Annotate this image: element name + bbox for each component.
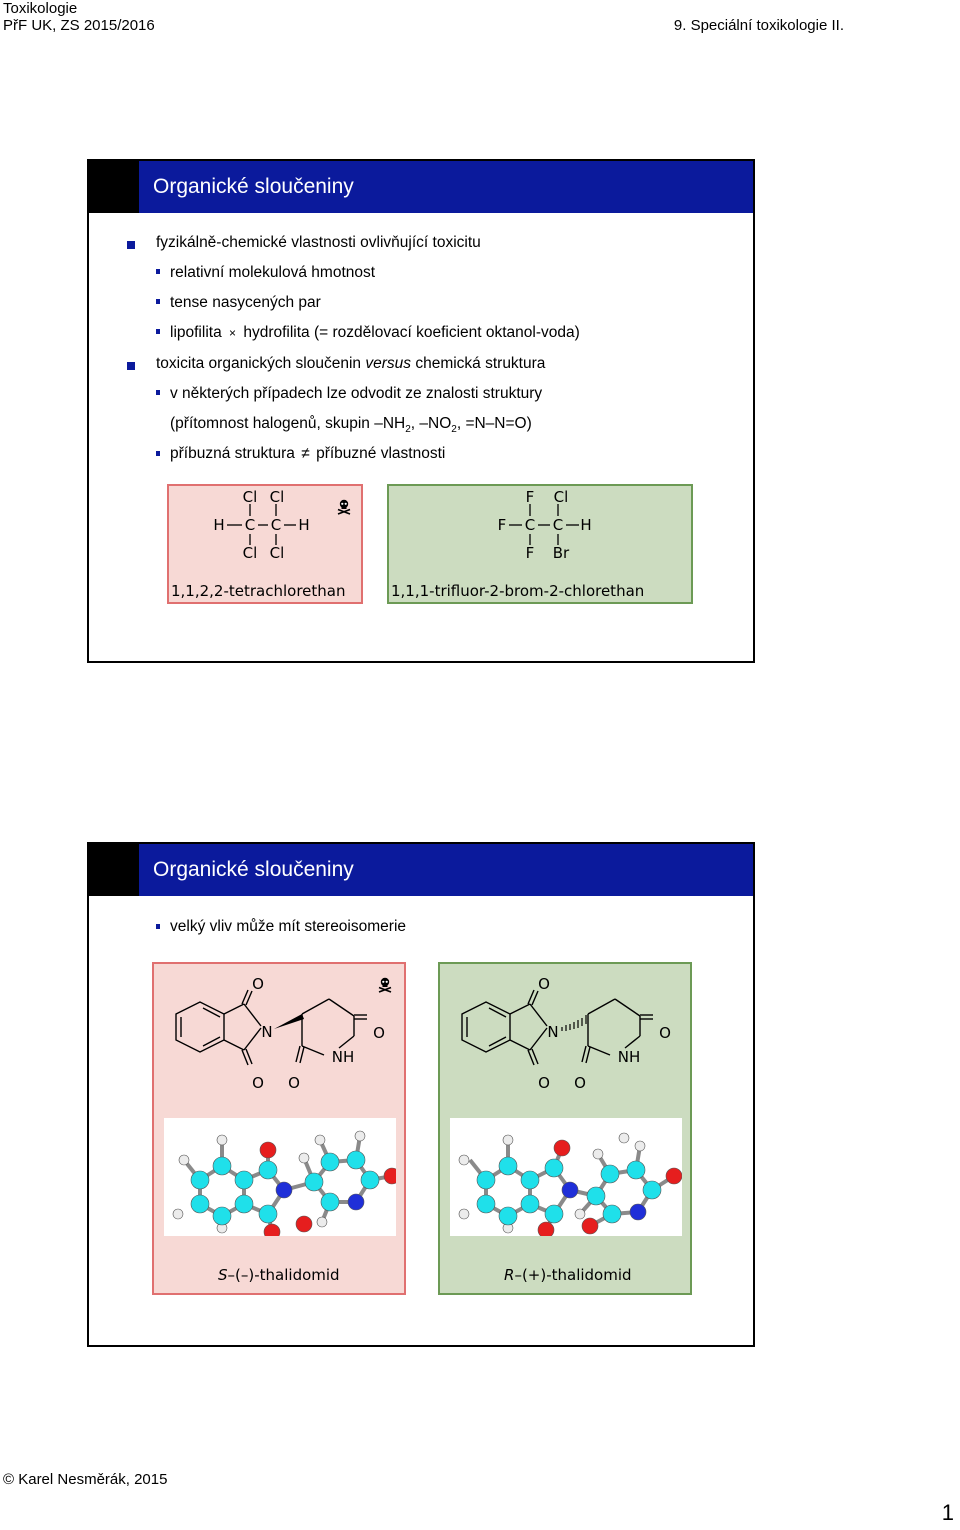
subscript: 2 xyxy=(451,424,457,436)
text-part: příbuzná struktura xyxy=(170,445,295,462)
sub-bullet-icon xyxy=(156,329,160,334)
sub-bullet-text: v některých případech lze odvodit ze znalosti struktury xyxy=(170,385,543,402)
ball-and-stick-model-s xyxy=(164,1118,396,1236)
slide-title: Organické sloučeniny xyxy=(153,175,354,198)
slide-title-bar-side xyxy=(89,161,139,213)
sub-bullet-text: tense nasycených par xyxy=(170,294,321,311)
sub-bullet-text xyxy=(170,324,580,342)
slide-1 xyxy=(87,159,755,663)
stereo-descriptor: R xyxy=(504,1266,515,1284)
atom-f: F xyxy=(525,488,535,506)
atom-cl: Cl xyxy=(269,488,285,506)
hash-bond xyxy=(562,1015,586,1031)
text-part: , –NO xyxy=(410,415,452,432)
bullet-square-icon xyxy=(127,241,135,249)
text-part: (přítomnost halogenů, skupin –NH xyxy=(170,415,406,432)
thalidomide-r-structure xyxy=(440,964,690,1099)
bullet-square-icon xyxy=(127,362,135,370)
atom-cl: Cl xyxy=(242,488,258,506)
course-name: Toxikologie xyxy=(3,0,78,17)
atom-o: O xyxy=(574,1074,586,1092)
atom-o: O xyxy=(252,1074,264,1092)
enantiomer-name xyxy=(504,1266,632,1284)
stereo-descriptor: S xyxy=(218,1266,228,1284)
enantiomer-panel-r xyxy=(438,962,692,1295)
text-lipofilita: lipofilita xyxy=(170,324,222,341)
slide-title-bar xyxy=(89,844,753,896)
thalidomide-s-structure xyxy=(154,964,404,1099)
enantiomer-name-rest: –(–)-thalidomid xyxy=(227,1266,340,1284)
ball-and-stick-model-r xyxy=(450,1118,682,1236)
atom-nh: NH xyxy=(331,1048,355,1066)
compound-box-halothane xyxy=(387,484,693,604)
atom-cl: Cl xyxy=(553,488,569,506)
times-sign: × xyxy=(229,326,237,340)
atom-n: N xyxy=(547,1023,559,1041)
text-part: chemická struktura xyxy=(411,355,546,372)
not-equal-sign: ≠ xyxy=(301,445,310,462)
atom-f: F xyxy=(525,544,535,562)
sub-bullet-text: velký vliv může mít stereoisomerie xyxy=(170,918,407,935)
bullet-text: fyzikálně-chemické vlastnosti ovlivňující toxicitu xyxy=(156,234,481,251)
wedge-bond xyxy=(274,1014,304,1029)
atom-br: Br xyxy=(552,544,570,562)
text-part: toxicita organických sloučenin xyxy=(156,355,366,372)
sub-bullet-text xyxy=(170,445,445,463)
atom-cl: Cl xyxy=(269,544,285,562)
slide-title: Organické sloučeniny xyxy=(153,858,354,881)
compound-name: 1,1,1-trifluor-2-brom-2-chlorethan xyxy=(391,582,645,600)
atom-h: H xyxy=(213,516,225,534)
sub-bullet-icon xyxy=(156,390,160,395)
atom-f: F xyxy=(497,516,507,534)
atom-o: O xyxy=(288,1074,300,1092)
enantiomer-panel-s xyxy=(152,962,406,1295)
text-part: , =N–N=O) xyxy=(456,415,532,432)
faculty-term: PřF UK, ZS 2015/2016 xyxy=(3,17,155,34)
atom-c: C xyxy=(552,516,564,534)
atom-cl: Cl xyxy=(242,544,258,562)
skull-crossbones-icon xyxy=(336,499,352,515)
atom-h: H xyxy=(298,516,310,534)
atom-o: O xyxy=(538,975,550,993)
bullet-text xyxy=(156,355,545,373)
sub-bullet-text: relativní molekulová hmotnost xyxy=(170,264,376,281)
compound-name: 1,1,2,2-tetrachlorethan xyxy=(171,582,346,600)
atom-o: O xyxy=(659,1024,671,1042)
slide-2 xyxy=(87,842,755,1347)
text-part: příbuzné vlastnosti xyxy=(316,445,446,462)
subscript: 2 xyxy=(405,424,411,436)
atom-o: O xyxy=(538,1074,550,1092)
enantiomer-name xyxy=(218,1266,340,1284)
compound-box-tetrachlorethane xyxy=(167,484,363,604)
enantiomer-name-rest: –(+)-thalidomid xyxy=(514,1266,632,1284)
sub-bullet-icon xyxy=(156,924,160,929)
sub-bullet-icon xyxy=(156,451,160,456)
copyright: © Karel Nesměrák, 2015 xyxy=(3,1471,168,1488)
sub-bullet-icon xyxy=(156,269,160,274)
atom-c: C xyxy=(244,516,256,534)
slide-title-bar xyxy=(89,161,753,213)
sub-bullet-icon xyxy=(156,299,160,304)
atom-o: O xyxy=(252,975,264,993)
lecture-title: 9. Speciální toxikologie II. xyxy=(673,17,844,34)
structural-formula-lines xyxy=(389,486,695,576)
atom-nh: NH xyxy=(617,1048,641,1066)
page-number: 1 xyxy=(941,1500,954,1525)
atom-n: N xyxy=(261,1023,273,1041)
sub-bullet-text-continued xyxy=(170,415,532,436)
atom-c: C xyxy=(524,516,536,534)
slide-title-bar-side xyxy=(89,844,139,896)
atom-o: O xyxy=(373,1024,385,1042)
skull-crossbones-icon xyxy=(377,977,393,993)
atom-h: H xyxy=(580,516,592,534)
atom-c: C xyxy=(270,516,282,534)
text-hydrofilita: hydrofilita (= rozdělovací koeficient oktanol-voda) xyxy=(243,324,580,341)
text-italic-versus: versus xyxy=(365,355,412,372)
